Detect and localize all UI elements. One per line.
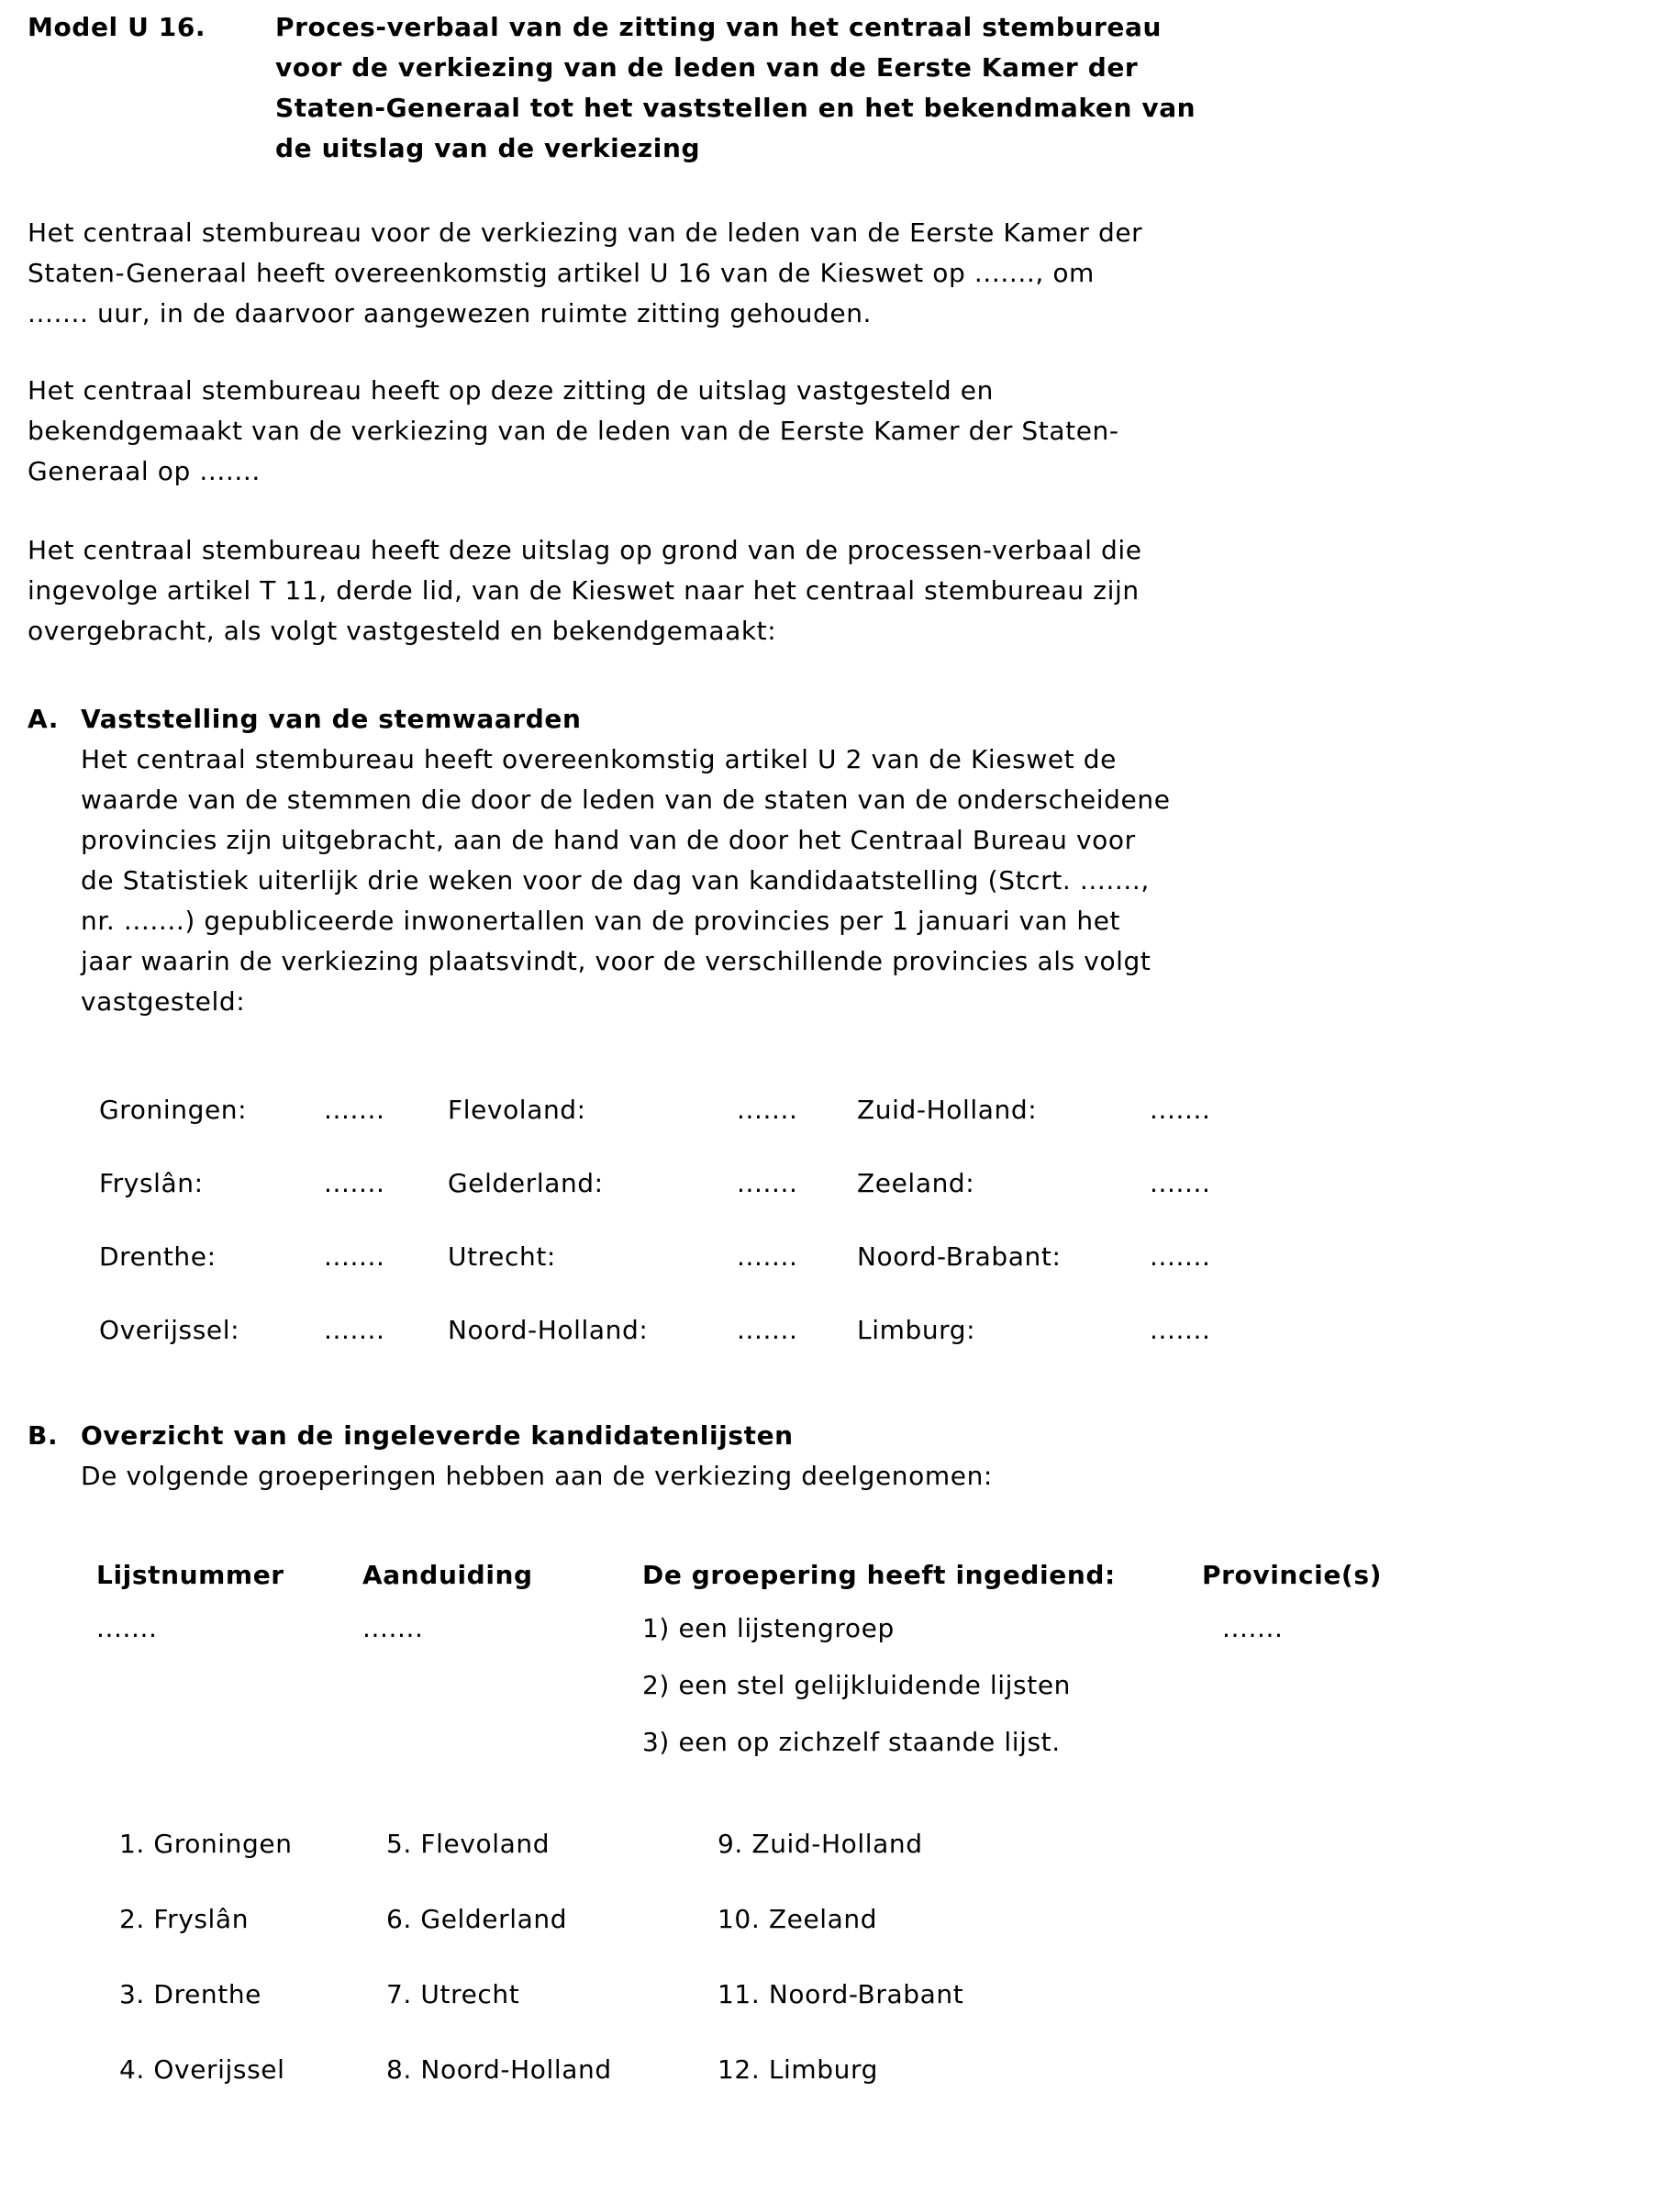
paragraph-line: Het centraal stembureau voor de verkiezing van de leden van de Eerste Kamer der — [28, 217, 1143, 248]
title-line: Proces-verbaal van de zitting van het centraal stembureau — [275, 12, 1163, 42]
province-list-item: 8. Noord-Holland — [386, 2054, 612, 2085]
section-a-body — [81, 740, 1652, 1022]
stemwaarde-value: ....... — [324, 1315, 385, 1345]
paragraph-zitting — [28, 213, 1652, 334]
paragraph-line: Het centraal stembureau heeft deze uitslag op grond van de processen-verbaal die — [28, 535, 1142, 565]
province-label: Fryslân: — [99, 1168, 204, 1198]
province-label: Noord-Brabant: — [857, 1241, 1062, 1272]
province-label: Utrecht: — [448, 1241, 556, 1272]
stemwaarde-value: ....... — [324, 1095, 385, 1125]
title-line: Staten-Generaal tot het vaststellen en het bekendmaken van — [275, 93, 1196, 123]
section-b-heading — [28, 1416, 1652, 1456]
province-number-list — [119, 1824, 1652, 2090]
province-label: Limburg: — [857, 1315, 976, 1345]
ingediend-option: 2) een stel gelijkluidende lijsten — [642, 1670, 1071, 1700]
province-list-item: 1. Groningen — [119, 1829, 293, 1859]
section-a-title: Vaststelling van de stemwaarden — [81, 704, 582, 734]
paragraph-line: vastgesteld: — [81, 986, 246, 1017]
paragraph-line: Generaal op ....... — [28, 456, 261, 486]
province-label: Drenthe: — [99, 1241, 217, 1272]
province-label: Groningen: — [99, 1095, 248, 1125]
province-list-item: 12. Limburg — [718, 2054, 878, 2085]
kandidatenlijsten-data-row — [96, 1608, 1652, 1763]
paragraph-line: waarde van de stemmen die door de leden van de staten van de onderscheidene — [81, 784, 1171, 815]
province-label: Zuid-Holland: — [857, 1095, 1038, 1125]
stemwaarde-value: ....... — [1150, 1095, 1211, 1125]
province-list-item: 3. Drenthe — [119, 1979, 261, 2009]
province-list-item: 5. Flevoland — [386, 1829, 551, 1859]
paragraph-line: ingevolge artikel T 11, derde lid, van de Kieswet naar het centraal stembureau zijn — [28, 575, 1140, 606]
column-header-provincies: Provincie(s) — [1202, 1560, 1382, 1590]
province-label: Gelderland: — [448, 1168, 604, 1198]
paragraph-line: overgebracht, als volgt vastgesteld en bekendgemaakt: — [28, 616, 777, 646]
provincies-value: ....... — [1222, 1613, 1284, 1643]
lijstnummer-value: ....... — [96, 1613, 158, 1643]
paragraph-line: Het centraal stembureau heeft overeenkomstig artikel U 2 van de Kieswet de — [81, 744, 1117, 774]
paragraph-line: ....... uur, in de daarvoor aangewezen ruimte zitting gehouden. — [28, 298, 873, 328]
stemwaarde-value: ....... — [1150, 1168, 1211, 1198]
section-a-letter: A. — [28, 704, 60, 734]
section-b-letter: B. — [28, 1420, 59, 1451]
paragraph-line: de Statistiek uiterlijk drie weken voor de dag van kandidaatstelling (Stcrt. ......., — [81, 865, 1150, 896]
province-list-item: 11. Noord-Brabant — [718, 1979, 964, 2009]
paragraph-line: nr. .......) gepubliceerde inwonertallen van de provincies per 1 januari van het — [81, 906, 1121, 936]
province-list-item: 2. Fryslân — [119, 1904, 250, 1934]
kandidatenlijsten-header-row — [96, 1555, 1652, 1596]
province-label: Flevoland: — [448, 1095, 586, 1125]
aanduiding-value: ....... — [362, 1613, 424, 1643]
province-list-item: 6. Gelderland — [386, 1904, 568, 1934]
document-title — [275, 7, 1196, 169]
stemwaarde-value: ....... — [737, 1095, 798, 1125]
section-a-heading — [28, 699, 1652, 740]
province-list-item: 9. Zuid-Holland — [718, 1829, 923, 1859]
section-b-title: Overzicht van de ingeleverde kandidatenlijsten — [81, 1420, 794, 1451]
paragraph-line: Staten-Generaal heeft overeenkomstig artikel U 16 van de Kieswet op ......., om — [28, 258, 1095, 288]
stemwaarde-value: ....... — [1150, 1241, 1211, 1272]
paragraph-line: bekendgemaakt van de verkiezing van de leden van de Eerste Kamer der Staten- — [28, 416, 1119, 446]
paragraph-line: provincies zijn uitgebracht, aan de hand van de door het Centraal Bureau voor — [81, 825, 1136, 855]
province-label: Zeeland: — [857, 1168, 975, 1198]
ingediend-options — [642, 1608, 1202, 1763]
column-header-lijstnummer: Lijstnummer — [96, 1560, 284, 1590]
stemwaarde-value: ....... — [737, 1315, 798, 1345]
column-header-aanduiding: Aanduiding — [362, 1560, 533, 1590]
stemwaarde-value: ....... — [324, 1168, 385, 1198]
province-list-item: 4. Overijssel — [119, 2054, 285, 2085]
stemwaarde-value: ....... — [737, 1168, 798, 1198]
stemwaarden-table — [99, 1090, 1652, 1351]
ingediend-option: 3) een op zichzelf staande lijst. — [642, 1727, 1061, 1757]
model-number: Model U 16. — [28, 12, 206, 42]
province-list-item: 10. Zeeland — [718, 1904, 878, 1934]
title-line: voor de verkiezing van de leden van de Eerste Kamer der — [275, 52, 1139, 83]
document-header — [28, 7, 1652, 169]
province-list-item: 7. Utrecht — [386, 1979, 520, 2009]
province-label: Noord-Holland: — [448, 1315, 649, 1345]
stemwaarde-value: ....... — [737, 1241, 798, 1272]
stemwaarde-value: ....... — [1150, 1315, 1211, 1345]
paragraph-line: jaar waarin de verkiezing plaatsvindt, voor de verschillende provincies als volgt — [81, 946, 1152, 976]
stemwaarde-value: ....... — [324, 1241, 385, 1272]
column-header-ingediend: De groepering heeft ingediend: — [642, 1560, 1116, 1590]
paragraph-processen-verbaal — [28, 530, 1652, 651]
paragraph-uitslag-vastgesteld — [28, 371, 1652, 492]
title-line: de uitslag van de verkiezing — [275, 133, 701, 163]
paragraph-line: Het centraal stembureau heeft op deze zitting de uitslag vastgesteld en — [28, 375, 994, 406]
section-b-intro: De volgende groeperingen hebben aan de verkiezing deelgenomen: — [81, 1461, 993, 1491]
province-label: Overijssel: — [99, 1315, 240, 1345]
ingediend-option: 1) een lijstengroep — [642, 1613, 895, 1643]
